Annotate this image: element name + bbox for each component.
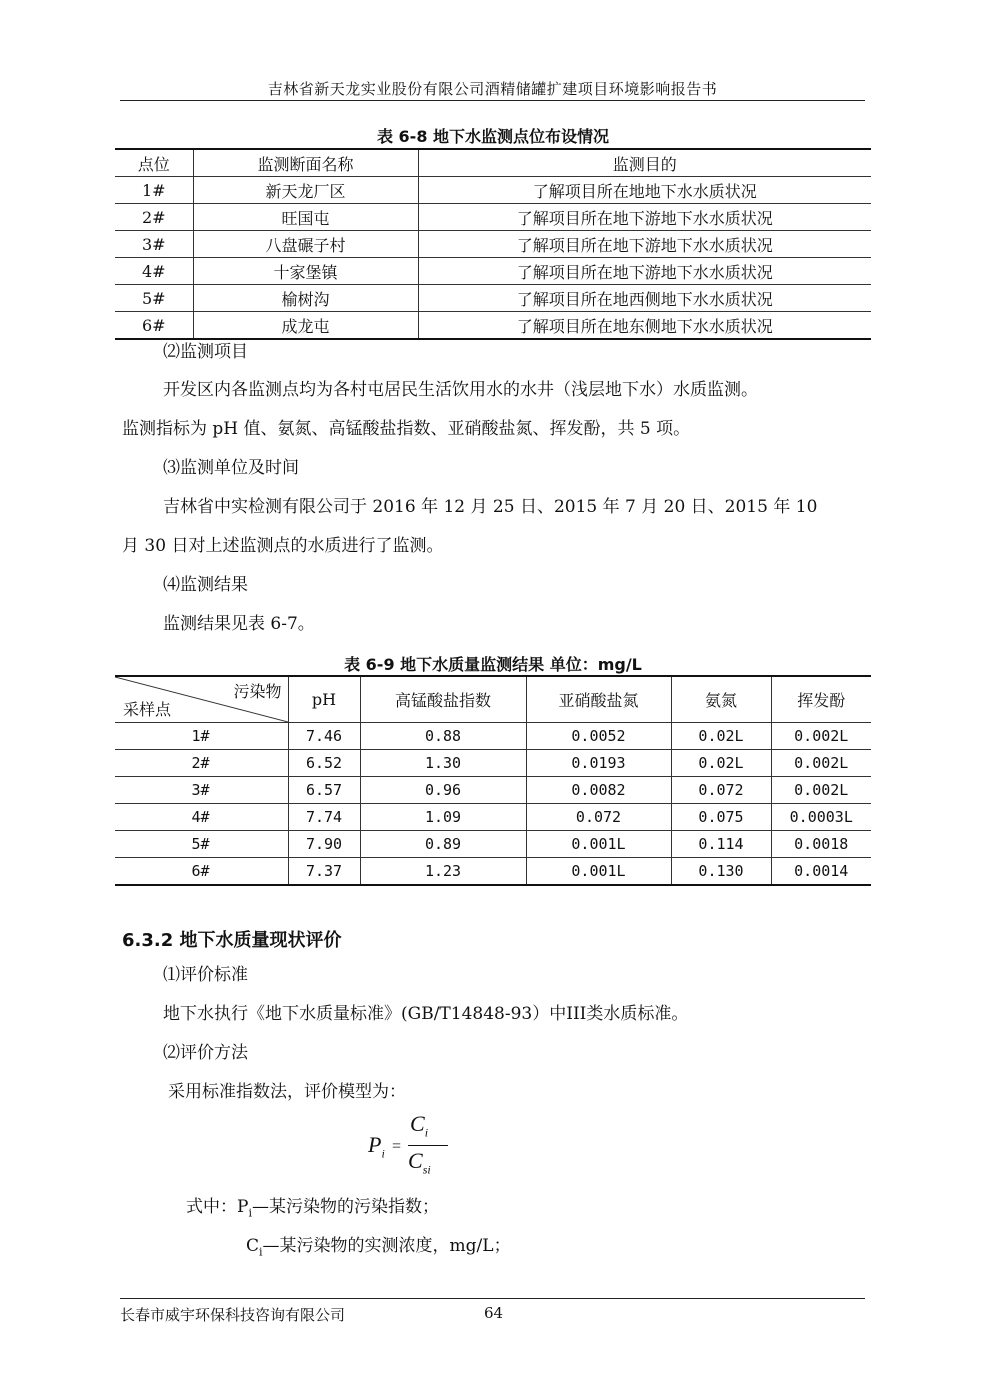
section-heading-6-3-2: 6.3.2 地下水质量现状评价 [122, 930, 342, 951]
item-3-paragraph-line1: 吉林省中实检测有限公司于 2016 年 12 月 25 日、2015 年 7 月 20 日、2015 年 10 [163, 497, 818, 517]
item-4-paragraph: 监测结果见表 6-7。 [163, 614, 315, 634]
column-header: 监测目的 [418, 149, 871, 177]
permanganate-index: 1.23 [360, 858, 526, 886]
section-name: 八盘碾子村 [193, 231, 418, 258]
formula-denominator: $C_{si}$ [408, 1148, 431, 1177]
sampling-point: 6# [115, 858, 288, 886]
ammonia-nitrogen: 0.130 [671, 858, 771, 886]
ph-value: 6.57 [288, 777, 360, 804]
item-2-title: ⑵监测项目 [163, 342, 248, 362]
volatile-phenol: 0.002L [771, 723, 871, 750]
ph-value: 6.52 [288, 750, 360, 777]
sampling-point: 4# [115, 804, 288, 831]
diagonal-header-cell [115, 676, 288, 723]
ph-value: 7.37 [288, 858, 360, 886]
point-id: 4# [115, 258, 193, 285]
table-row [115, 177, 871, 204]
volatile-phenol: 0.0003L [771, 804, 871, 831]
column-header: 亚硝酸盐氮 [526, 676, 671, 723]
fraction-bar [408, 1145, 448, 1146]
footer-divider [120, 1298, 865, 1299]
evaluation-method-text: 采用标准指数法，评价模型为： [168, 1082, 406, 1102]
table-row [115, 285, 871, 312]
monitoring-purpose: 了解项目所在地东侧地下水水质状况 [418, 312, 871, 340]
table-row [115, 204, 871, 231]
page-number: 64 [484, 1304, 504, 1322]
document-header: 吉林省新天龙实业股份有限公司酒精储罐扩建项目环境影响报告书 [267, 80, 718, 98]
standard-index-formula [362, 1108, 452, 1178]
column-header: 氨氮 [671, 676, 771, 723]
formula-numerator: $C_i$ [410, 1111, 429, 1140]
table-row [115, 258, 871, 285]
column-header: 监测断面名称 [193, 149, 418, 177]
definition-pi: 式中：$P_i—$某污染物的污染指数； [186, 1197, 439, 1220]
permanganate-index: 0.89 [360, 831, 526, 858]
table-row [115, 312, 871, 340]
evaluation-standard-title: ⑴评价标准 [163, 965, 248, 985]
formula-equals: = [392, 1138, 402, 1155]
ammonia-nitrogen: 0.072 [671, 777, 771, 804]
table-row [115, 231, 871, 258]
table-row [115, 777, 871, 804]
column-header: 挥发酚 [771, 676, 871, 723]
ph-value: 7.46 [288, 723, 360, 750]
table-row [115, 750, 871, 777]
formula-lhs: $P_i$ [368, 1132, 385, 1161]
point-id: 5# [115, 285, 193, 312]
permanganate-index: 1.30 [360, 750, 526, 777]
footer-company: 长春市威宇环保科技咨询有限公司 [120, 1306, 346, 1324]
ammonia-nitrogen: 0.075 [671, 804, 771, 831]
evaluation-standard-text: 地下水执行《地下水质量标准》(GB/T14848-93）中III类水质标准。 [163, 1004, 689, 1024]
monitoring-purpose: 了解项目所在地下游地下水水质状况 [418, 231, 871, 258]
header-divider [120, 100, 865, 101]
column-header: pH [288, 676, 360, 723]
monitoring-purpose: 了解项目所在地地下水水质状况 [418, 177, 871, 204]
item-3-paragraph-line2: 月 30 日对上述监测点的水质进行了监测。 [122, 536, 444, 556]
section-name: 榆树沟 [193, 285, 418, 312]
nitrite-nitrogen: 0.0052 [526, 723, 671, 750]
table-6-8-caption: 表 6-8 地下水监测点位布设情况 [376, 127, 610, 146]
permanganate-index: 1.09 [360, 804, 526, 831]
item-4-title: ⑷监测结果 [163, 575, 248, 595]
nitrite-nitrogen: 0.001L [526, 831, 671, 858]
permanganate-index: 0.88 [360, 723, 526, 750]
item-3-title: ⑶监测单位及时间 [163, 458, 299, 478]
sampling-point: 3# [115, 777, 288, 804]
section-name: 新天龙厂区 [193, 177, 418, 204]
table-row [115, 804, 871, 831]
volatile-phenol: 0.0014 [771, 858, 871, 886]
monitoring-purpose: 了解项目所在地下游地下水水质状况 [418, 204, 871, 231]
item-2-paragraph-line2: 监测指标为 pH 值、氨氮、高锰酸盐指数、亚硝酸盐氮、挥发酚，共 5 项。 [122, 419, 691, 439]
sampling-point: 5# [115, 831, 288, 858]
point-id: 3# [115, 231, 193, 258]
sampling-point: 2# [115, 750, 288, 777]
water-quality-results-table [115, 675, 871, 886]
point-id: 6# [115, 312, 193, 340]
table-row [115, 723, 871, 750]
column-header: 点位 [115, 149, 193, 177]
permanganate-index: 0.96 [360, 777, 526, 804]
ammonia-nitrogen: 0.02L [671, 723, 771, 750]
table-row [115, 858, 871, 886]
section-name: 成龙屯 [193, 312, 418, 340]
volatile-phenol: 0.002L [771, 777, 871, 804]
pollutant-label: 污染物 [233, 682, 282, 701]
point-id: 2# [115, 204, 193, 231]
table-header-row [115, 676, 871, 723]
section-name: 十家堡镇 [193, 258, 418, 285]
table-header-row [115, 149, 871, 177]
evaluation-method-title: ⑵评价方法 [163, 1043, 248, 1063]
nitrite-nitrogen: 0.072 [526, 804, 671, 831]
monitoring-points-table [115, 148, 871, 340]
nitrite-nitrogen: 0.001L [526, 858, 671, 886]
volatile-phenol: 0.0018 [771, 831, 871, 858]
table-6-9-caption: 表 6-9 地下水质量监测结果 单位：mg/L [344, 655, 642, 674]
table-row [115, 831, 871, 858]
point-id: 1# [115, 177, 193, 204]
ammonia-nitrogen: 0.02L [671, 750, 771, 777]
definition-ci: $C_i—$某污染物的实测浓度，mg/L； [246, 1236, 511, 1259]
ammonia-nitrogen: 0.114 [671, 831, 771, 858]
nitrite-nitrogen: 0.0193 [526, 750, 671, 777]
item-2-paragraph-line1: 开发区内各监测点均为各村屯居民生活饮用水的水井（浅层地下水）水质监测。 [163, 380, 758, 400]
sampling-point: 1# [115, 723, 288, 750]
column-header: 高锰酸盐指数 [360, 676, 526, 723]
sampling-point-label: 采样点 [123, 700, 172, 719]
monitoring-purpose: 了解项目所在地西侧地下水水质状况 [418, 285, 871, 312]
section-name: 旺国屯 [193, 204, 418, 231]
ph-value: 7.74 [288, 804, 360, 831]
nitrite-nitrogen: 0.0082 [526, 777, 671, 804]
volatile-phenol: 0.002L [771, 750, 871, 777]
ph-value: 7.90 [288, 831, 360, 858]
monitoring-purpose: 了解项目所在地下游地下水水质状况 [418, 258, 871, 285]
